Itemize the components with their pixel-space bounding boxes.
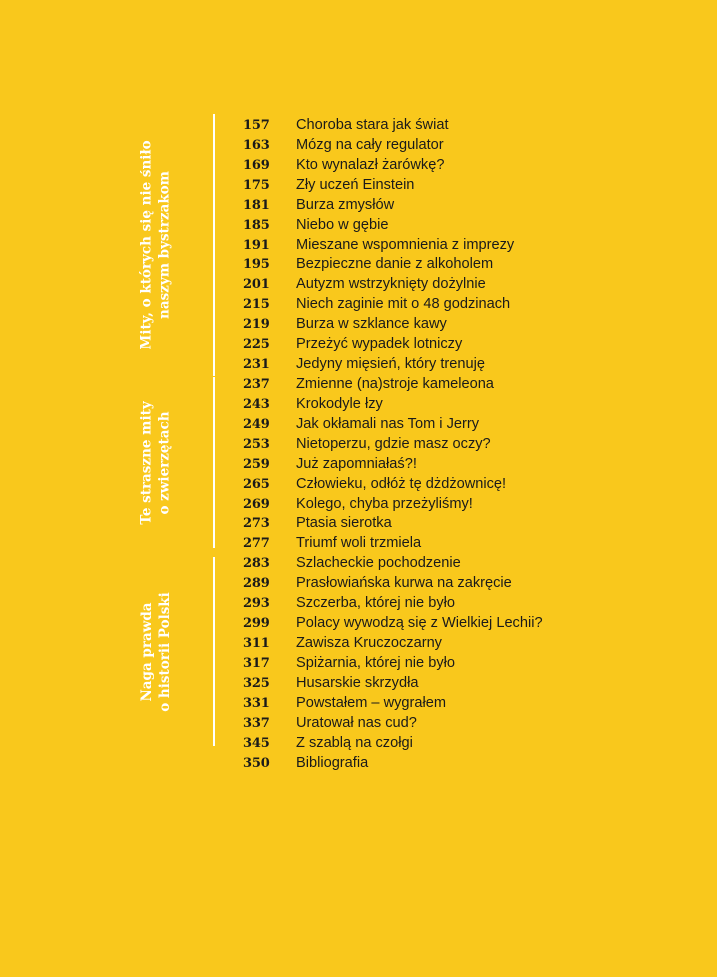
toc-page-number: 157 [243,118,270,133]
toc-page-number: 265 [243,476,270,492]
toc-entry [243,574,703,594]
toc-entry [243,236,703,256]
toc-entry-title: Burza zmysłów [296,196,395,213]
toc-entry-title: Autyzm wstrzyknięty dożylnie [296,276,486,293]
toc-entry-title: Mieszane wspomnienia z imprezy [296,236,515,253]
toc-entry-title: Bezpieczne danie z alkoholem [296,256,494,273]
toc-page-number: 215 [243,297,270,313]
toc-entry-title: Szlacheckie pochodzenie [296,555,461,572]
toc-page-number: 283 [243,556,270,572]
section-title-line: Naga prawda [139,601,155,702]
toc-entry [243,734,703,754]
toc-entry [243,355,703,375]
toc-page-number: 269 [243,496,270,512]
toc-page-number: 277 [243,536,270,552]
toc-entry-title: Niech zaginie mit o 48 godzinach [296,296,511,313]
section-divider-line [213,557,215,746]
toc-entry [243,275,703,295]
toc-entry-title: Nietoperzu, gdzie masz oczy? [296,435,491,452]
toc-entry [243,415,703,435]
toc-entry [243,714,703,734]
section-title-line: o zwierzętach [157,410,174,515]
toc-entry-title: Husarskie skrzydła [296,674,419,691]
toc-page-number: 191 [243,237,270,253]
toc-entry [243,654,703,674]
toc-entry [243,455,703,475]
toc-page-number: 163 [243,137,270,153]
toc-entry [243,674,703,694]
toc-entry [243,315,703,335]
toc-page-number: 350 [243,755,270,771]
toc-entry [243,614,703,634]
toc-page-number: 317 [243,655,270,671]
toc-entry [243,375,703,395]
toc-page-number: 289 [243,576,270,592]
toc-page-number: 201 [243,277,270,293]
toc-page-number: 273 [243,516,270,532]
toc-entry [243,475,703,495]
section-title-line: o historii Polski [157,591,173,712]
toc-entry-title: Z szablą na czołgi [296,734,413,751]
section-divider-line [213,114,215,376]
toc-entry-title: Zawisza Kruczoczarny [296,634,442,651]
toc-entry-title: Burza w szklance kawy [296,316,447,333]
toc-page-number: 249 [243,416,270,432]
toc-page-number: 243 [243,396,270,412]
toc-entry [243,176,703,196]
toc-page-number: 311 [243,635,270,651]
section-divider-line [213,377,215,548]
toc-entry [243,754,703,774]
toc-page-number: 219 [243,317,270,333]
toc-entry-title: Zły uczeń Einstein [296,176,415,193]
toc-page-number: 225 [243,337,270,353]
toc-entry-title: Kolego, chyba przeżyliśmy! [296,495,473,512]
toc-entry-title: Choroba stara jak świat [296,117,449,133]
toc-entry-title: Szczerba, której nie było [296,595,455,612]
toc-entry-title: Uratował nas cud? [296,714,417,731]
section-block-history [100,557,218,746]
toc-page-number: 337 [243,715,270,731]
toc-entry [243,395,703,415]
toc-entry [243,554,703,574]
toc-entry [243,634,703,654]
toc-entry-title: Triumf woli trzmiela [296,535,422,552]
toc-page-number: 231 [243,357,270,373]
toc-entry-title: Już zapomniałaś?! [296,455,417,472]
toc-page-number: 293 [243,596,270,612]
toc-entry-title: Przeżyć wypadek lotniczy [296,336,463,353]
toc-page-number: 345 [243,735,270,751]
toc-entry [243,156,703,176]
toc-entry [243,495,703,515]
toc-entry-title: Niebo w gębie [296,216,389,233]
toc-entry [243,116,703,136]
toc-page-number: 237 [243,376,270,392]
toc-page-number: 259 [243,456,270,472]
toc-page-number: 331 [243,695,270,711]
toc-entry-title: Kto wynalazł żarówkę? [296,156,445,173]
section-title-line: Mity, o których się nie śniło [139,140,155,350]
toc-entry [243,534,703,554]
toc-page-number: 299 [243,616,270,632]
toc-page-number: 253 [243,436,270,452]
section-title-myths-smart [100,114,212,376]
toc-entry [243,216,703,236]
section-block-myths-smart [100,114,218,376]
toc-entry [243,196,703,216]
toc-page-number: 185 [243,217,270,233]
toc-list [243,116,703,773]
section-title-animals [100,377,212,548]
toc-page-number: 169 [243,157,270,173]
toc-entry-title: Jak okłamali nas Tom i Jerry [296,415,480,432]
toc-entry-title: Bibliografia [296,754,369,771]
toc-entry-title: Mózg na cały regulator [296,136,444,153]
toc-page-number: 325 [243,675,270,691]
toc-page-number: 181 [243,197,270,213]
toc-entry-title: Ptasia sierotka [296,515,392,532]
toc-entry [243,335,703,355]
toc-entry [243,255,703,275]
section-title-history [100,557,212,746]
toc-entry [243,136,703,156]
section-title-line: naszym bystrzakom [157,171,173,319]
toc-entry-title: Krokodyle łzy [296,395,383,412]
section-title-line: Te straszne mity [139,400,156,525]
toc-entry-title: Spiżarnia, której nie było [296,654,455,671]
toc-entry-title: Powstałem – wygrałem [296,694,447,711]
toc-entry-title: Prasłowiańska kurwa na zakręcie [296,575,512,592]
toc-entry [243,435,703,455]
toc-entry-title: Polacy wywodzą się z Wielkiej Lechii? [296,615,543,632]
toc-entry [243,295,703,315]
toc-entry-title: Zmienne (na)stroje kameleona [296,375,494,392]
toc-page-number: 195 [243,257,270,273]
toc-entry-title: Jedyny mięsień, który trenuję [296,356,485,373]
toc-entry [243,514,703,534]
toc-entry [243,694,703,714]
section-block-animals [100,377,218,548]
toc-entry-title: Człowieku, odłóż tę dżdżownicę! [296,475,507,492]
toc-entry [243,594,703,614]
toc-page-number: 175 [243,177,270,193]
